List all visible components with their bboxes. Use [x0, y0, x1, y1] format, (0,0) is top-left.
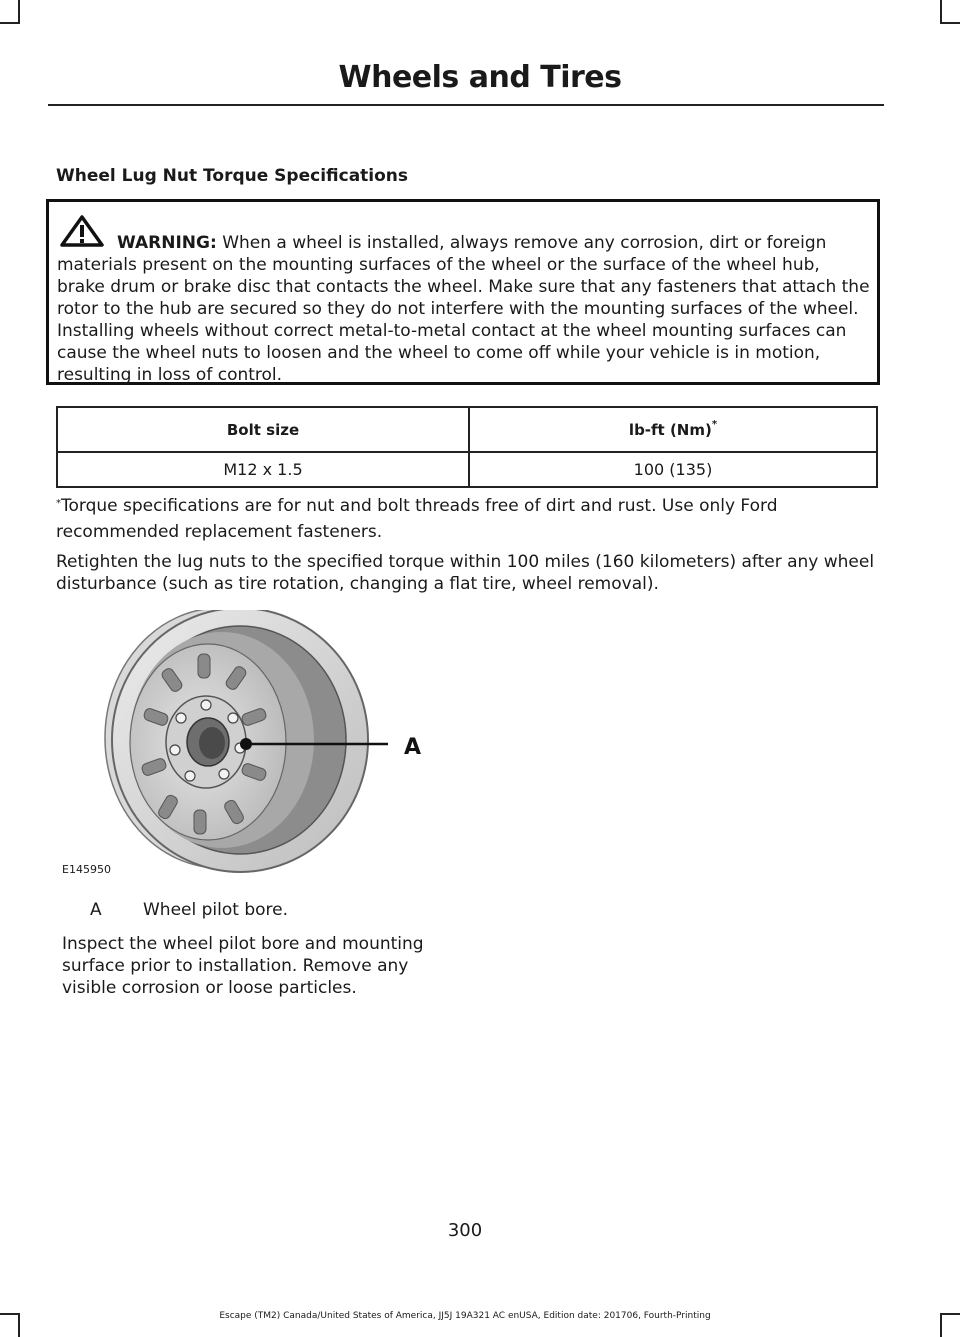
inspection-paragraph: Inspect the wheel pilot bore and mounting surface prior to installation. Remove any visible corrosion or loose particles.: [62, 934, 424, 998]
crop-mark: [940, 22, 960, 24]
crop-mark: [0, 22, 20, 24]
footnote-text: Torque specifications are for nut and bolt threads free of dirt and rust. Use only Ford recommended replacement fasteners.: [56, 496, 778, 542]
page-number: 300: [447, 1220, 483, 1241]
section-title: Wheel Lug Nut Torque Specifications: [56, 166, 409, 186]
warning-text: [57, 232, 873, 386]
warning-body: When a wheel is installed, always remove any corrosion, dirt or foreign materials present on the mounting surfaces of the wheel or the surface of the wheel hub, brake drum or brake disc that contacts the wheel. Make sure that any fasteners that attach the rotor to the hub are secured so they do not interfere with the mounting surfaces of the wheel. Installing wheels without correct metal-to-metal contact at the wheel mounting surfaces can cause the wheel nuts to loosen and the wheel to come off while your vehicle is in motion, resulting in loss of control.: [57, 233, 870, 385]
figure-id: E145950: [62, 863, 111, 876]
footnote-marker: *: [711, 418, 718, 430]
crop-mark: [18, 0, 20, 24]
footnote-marker: *: [56, 498, 61, 509]
table-row: [57, 452, 877, 487]
footnote: [56, 493, 886, 545]
warning-box: [46, 199, 880, 385]
table-cell: 100 (135): [469, 452, 877, 487]
crop-mark: [940, 1313, 942, 1337]
wheel-illustration: [58, 610, 438, 880]
legend-label: Wheel pilot bore.: [143, 900, 289, 920]
warning-icon: [59, 214, 105, 248]
table-header-cell: Bolt size: [57, 407, 469, 452]
header-divider: [48, 104, 884, 106]
crop-mark: [940, 0, 942, 24]
callout-label: A: [404, 735, 422, 760]
table-cell: M12 x 1.5: [57, 452, 469, 487]
figure-legend: [90, 900, 288, 920]
crop-mark: [940, 1313, 960, 1315]
page-header-title: Wheels and Tires: [338, 60, 622, 95]
legend-key: A: [90, 900, 102, 920]
table-header-row: [57, 407, 877, 452]
warning-label: WARNING:: [117, 233, 217, 253]
retighten-paragraph: Retighten the lug nuts to the specified torque within 100 miles (160 kilometers) after any wheel disturbance (such as tire rotation, changing a flat tire, wheel removal).: [56, 552, 875, 594]
table-header-cell: lb-ft (Nm)*: [469, 407, 877, 452]
page-footer: Escape (TM2) Canada/United States of America, JJ5J 19A321 AC enUSA, Edition date: 201706, Fourth-Printing: [219, 1311, 711, 1321]
torque-spec-table: [56, 406, 878, 488]
